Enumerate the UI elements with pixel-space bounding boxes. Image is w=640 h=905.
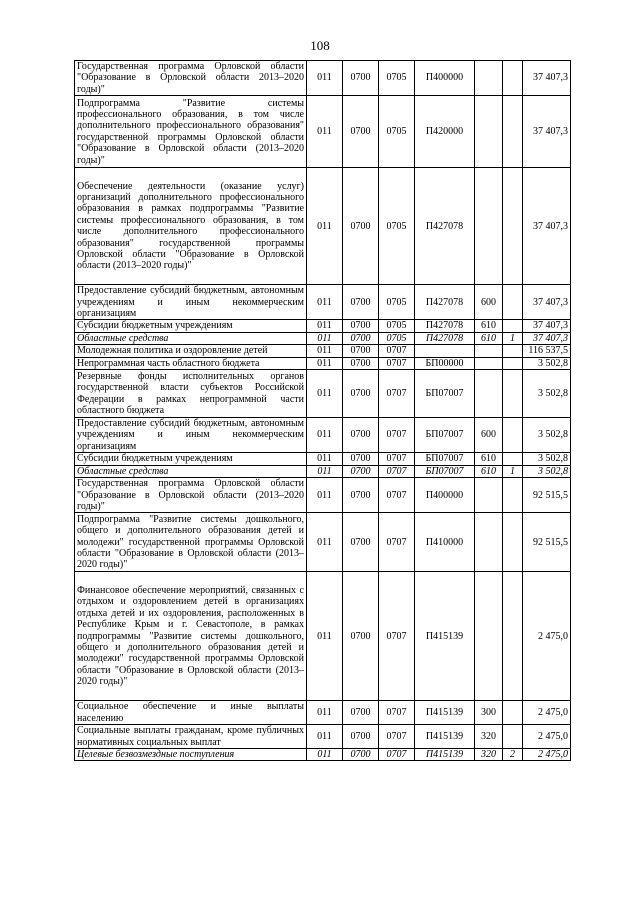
ministry-code: 011 — [307, 332, 343, 344]
row-name: Молодежная политика и оздоровление детей — [75, 345, 307, 357]
expense-type-code: 610 — [475, 320, 503, 332]
target-article-code: П415139 — [415, 725, 475, 749]
section-code: 0700 — [343, 418, 379, 453]
table-row — [75, 725, 571, 749]
row-name: Областные средства — [75, 332, 307, 344]
ministry-code: 011 — [307, 418, 343, 453]
funding-source-code — [503, 370, 523, 418]
section-code: 0700 — [343, 345, 379, 357]
row-name: Непрограммная часть областного бюджета — [75, 357, 307, 369]
amount: 3 502,8 — [523, 370, 571, 418]
target-article-code: П420000 — [415, 96, 475, 168]
subsection-code: 0707 — [379, 513, 415, 572]
expense-type-code: 610 — [475, 465, 503, 477]
table-row — [75, 453, 571, 465]
table-row — [75, 748, 571, 760]
subsection-code: 0705 — [379, 168, 415, 285]
amount: 92 515,5 — [523, 513, 571, 572]
section-code: 0700 — [343, 370, 379, 418]
row-name: Подпрограмма "Развитие системы дошкольного, общего и дополнительного образования детей и молодежи" государственной программы Орловской области "Образование в Орловской области (2013–2020 годы)" — [75, 513, 307, 572]
subsection-code: 0707 — [379, 725, 415, 749]
table-row — [75, 478, 571, 513]
expense-type-code: 600 — [475, 285, 503, 320]
amount: 37 407,3 — [523, 168, 571, 285]
funding-source-code — [503, 320, 523, 332]
section-code: 0700 — [343, 478, 379, 513]
section-code: 0700 — [343, 61, 379, 96]
table-row — [75, 701, 571, 725]
target-article-code: БП07007 — [415, 465, 475, 477]
table-row — [75, 345, 571, 357]
funding-source-code — [503, 478, 523, 513]
amount: 2 475,0 — [523, 725, 571, 749]
expense-type-code — [475, 572, 503, 701]
funding-source-code — [503, 345, 523, 357]
subsection-code: 0707 — [379, 572, 415, 701]
subsection-code: 0705 — [379, 320, 415, 332]
target-article-code: БП07007 — [415, 453, 475, 465]
target-article-code: П415139 — [415, 701, 475, 725]
expense-type-code: 320 — [475, 748, 503, 760]
subsection-code: 0707 — [379, 370, 415, 418]
subsection-code: 0707 — [379, 465, 415, 477]
target-article-code — [415, 345, 475, 357]
section-code: 0700 — [343, 572, 379, 701]
table-row — [75, 357, 571, 369]
expense-type-code: 600 — [475, 418, 503, 453]
section-code: 0700 — [343, 168, 379, 285]
row-name: Социальное обеспечение и иные выплаты населению — [75, 701, 307, 725]
row-name: Государственная программа Орловской области "Образование в Орловской области 2013–2020 годы)" — [75, 61, 307, 96]
expense-type-code — [475, 96, 503, 168]
section-code: 0700 — [343, 701, 379, 725]
target-article-code: БП00000 — [415, 357, 475, 369]
row-name: Социальные выплаты гражданам, кроме публичных нормативных социальных выплат — [75, 725, 307, 749]
subsection-code: 0707 — [379, 748, 415, 760]
section-code: 0700 — [343, 357, 379, 369]
row-name: Субсидии бюджетным учреждениям — [75, 320, 307, 332]
row-name: Государственная программа Орловской области "Образование в Орловской области (2013–2020 годы)" — [75, 478, 307, 513]
table-row — [75, 61, 571, 96]
amount: 37 407,3 — [523, 332, 571, 344]
subsection-code: 0707 — [379, 701, 415, 725]
ministry-code: 011 — [307, 285, 343, 320]
funding-source-code — [503, 513, 523, 572]
funding-source-code — [503, 285, 523, 320]
amount: 37 407,3 — [523, 96, 571, 168]
target-article-code: БП07007 — [415, 370, 475, 418]
subsection-code: 0707 — [379, 418, 415, 453]
section-code: 0700 — [343, 96, 379, 168]
funding-source-code — [503, 572, 523, 701]
expense-type-code — [475, 61, 503, 96]
ministry-code: 011 — [307, 465, 343, 477]
ministry-code: 011 — [307, 725, 343, 749]
target-article-code: П427078 — [415, 168, 475, 285]
table-row — [75, 513, 571, 572]
expense-type-code — [475, 357, 503, 369]
ministry-code: 011 — [307, 168, 343, 285]
table-row — [75, 320, 571, 332]
ministry-code: 011 — [307, 453, 343, 465]
expense-type-code — [475, 370, 503, 418]
amount: 116 537,5 — [523, 345, 571, 357]
ministry-code: 011 — [307, 357, 343, 369]
expense-type-code — [475, 345, 503, 357]
funding-source-code: 2 — [503, 748, 523, 760]
ministry-code: 011 — [307, 345, 343, 357]
row-name: Финансовое обеспечение мероприятий, связанных с отдыхом и оздоровлением детей в организациях отдыха детей и их оздоровления, расположенных в Республике Крым и г. Севастополе, в рамках подпрограммы "Развитие системы дошкольного, общего и дополнительного образования детей и молодежи" государственной программы Орловской области "Образование в Орловской области (2013–2020 годы)" — [75, 572, 307, 701]
table-body — [75, 61, 571, 761]
amount: 3 502,8 — [523, 453, 571, 465]
section-code: 0700 — [343, 748, 379, 760]
funding-source-code: 1 — [503, 465, 523, 477]
ministry-code: 011 — [307, 96, 343, 168]
subsection-code: 0707 — [379, 453, 415, 465]
row-name: Резервные фонды исполнительных органов государственной власти субъектов Российской Федерации в рамках непрограммной части областного бюджета — [75, 370, 307, 418]
subsection-code: 0705 — [379, 285, 415, 320]
row-name: Подпрограмма "Развитие системы профессионального образования, в том числе дополнительного профессионального образования" государственной программы Орловской области "Образование в Орловской области (2013–2020 годы)" — [75, 96, 307, 168]
section-code: 0700 — [343, 285, 379, 320]
target-article-code: П415139 — [415, 572, 475, 701]
amount: 37 407,3 — [523, 320, 571, 332]
amount: 92 515,5 — [523, 478, 571, 513]
amount: 3 502,8 — [523, 418, 571, 453]
section-code: 0700 — [343, 453, 379, 465]
funding-source-code — [503, 168, 523, 285]
row-name: Обеспечение деятельности (оказание услуг) организаций дополнительного профессионального образования в рамках подпрограммы "Развитие системы профессионального образования, в том числе дополнительного профессионального образования" государственной программы Орловской области "Образование в Орловской области (2013–2020 годы)" — [75, 168, 307, 285]
target-article-code: П427078 — [415, 320, 475, 332]
section-code: 0700 — [343, 320, 379, 332]
amount: 3 502,8 — [523, 465, 571, 477]
row-name: Субсидии бюджетным учреждениям — [75, 453, 307, 465]
subsection-code: 0707 — [379, 345, 415, 357]
amount: 37 407,3 — [523, 61, 571, 96]
row-name: Предоставление субсидий бюджетным, автономным учреждениям и иным некоммерческим организациям — [75, 285, 307, 320]
funding-source-code — [503, 418, 523, 453]
expense-type-code — [475, 168, 503, 285]
table-row — [75, 168, 571, 285]
amount: 2 475,0 — [523, 572, 571, 701]
ministry-code: 011 — [307, 478, 343, 513]
ministry-code: 011 — [307, 320, 343, 332]
expense-type-code — [475, 478, 503, 513]
funding-source-code — [503, 701, 523, 725]
expense-type-code — [475, 513, 503, 572]
funding-source-code — [503, 453, 523, 465]
target-article-code: П415139 — [415, 748, 475, 760]
section-code: 0700 — [343, 513, 379, 572]
table-row — [75, 332, 571, 344]
ministry-code: 011 — [307, 701, 343, 725]
section-code: 0700 — [343, 465, 379, 477]
funding-source-code: 1 — [503, 332, 523, 344]
funding-source-code — [503, 357, 523, 369]
ministry-code: 011 — [307, 572, 343, 701]
target-article-code: П427078 — [415, 332, 475, 344]
subsection-code: 0707 — [379, 357, 415, 369]
target-article-code: П410000 — [415, 513, 475, 572]
budget-table — [74, 60, 571, 761]
target-article-code: БП07007 — [415, 418, 475, 453]
target-article-code: П400000 — [415, 478, 475, 513]
row-name: Областные средства — [75, 465, 307, 477]
amount: 37 407,3 — [523, 285, 571, 320]
table-row — [75, 285, 571, 320]
section-code: 0700 — [343, 332, 379, 344]
table-row — [75, 572, 571, 701]
expense-type-code: 300 — [475, 701, 503, 725]
target-article-code: П427078 — [415, 285, 475, 320]
expense-type-code: 610 — [475, 453, 503, 465]
subsection-code: 0705 — [379, 96, 415, 168]
expense-type-code: 610 — [475, 332, 503, 344]
subsection-code: 0707 — [379, 478, 415, 513]
row-name: Целевые безвозмездные поступления — [75, 748, 307, 760]
target-article-code: П400000 — [415, 61, 475, 96]
funding-source-code — [503, 96, 523, 168]
page-number: 108 — [310, 38, 330, 53]
ministry-code: 011 — [307, 370, 343, 418]
subsection-code: 0705 — [379, 61, 415, 96]
amount: 2 475,0 — [523, 748, 571, 760]
amount: 3 502,8 — [523, 357, 571, 369]
expense-type-code: 320 — [475, 725, 503, 749]
ministry-code: 011 — [307, 61, 343, 96]
table-row — [75, 418, 571, 453]
funding-source-code — [503, 61, 523, 96]
section-code: 0700 — [343, 725, 379, 749]
amount: 2 475,0 — [523, 701, 571, 725]
table-row — [75, 96, 571, 168]
ministry-code: 011 — [307, 748, 343, 760]
row-name: Предоставление субсидий бюджетным, автономным учреждениям и иным некоммерческим организациям — [75, 418, 307, 453]
table-row — [75, 370, 571, 418]
table-row — [75, 465, 571, 477]
subsection-code: 0705 — [379, 332, 415, 344]
ministry-code: 011 — [307, 513, 343, 572]
funding-source-code — [503, 725, 523, 749]
